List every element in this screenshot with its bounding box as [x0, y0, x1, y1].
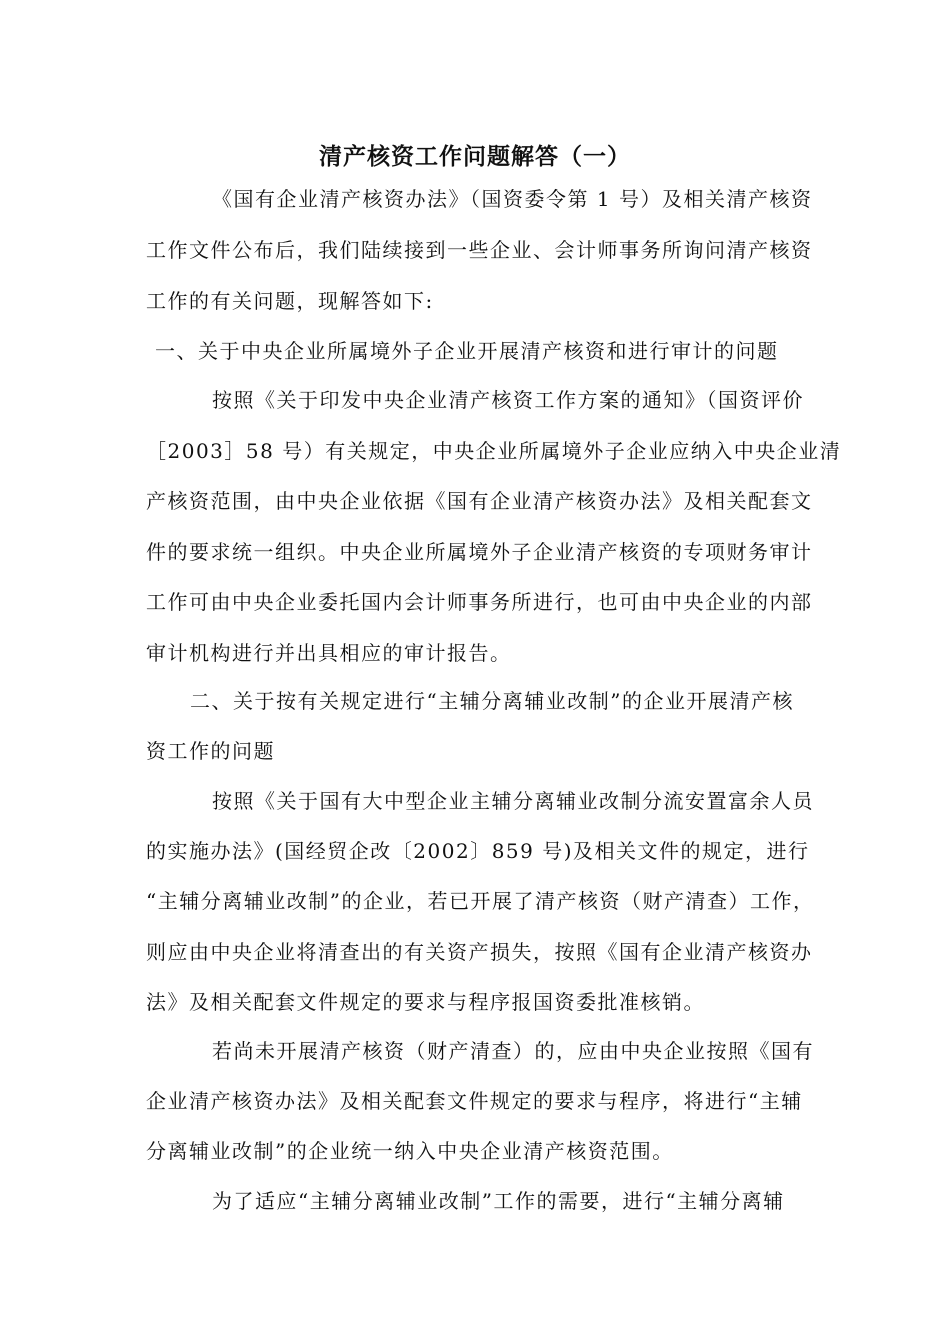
paragraph-line: 产核资范围，由中央企业依据《国有企业清产核资办法》及相关配套文 [146, 489, 813, 513]
section-heading-continued: 资工作的问题 [146, 739, 275, 763]
paragraph-line: 按照《关于印发中央企业清产核资工作方案的通知》（国资评价 [212, 388, 804, 412]
paragraph-line: 若尚未开展清产核资（财产清查）的，应由中央企业按照《国有 [212, 1039, 814, 1063]
paragraph-line: 审计机构进行并出具相应的审计报告。 [146, 641, 512, 665]
paragraph-line: 的实施办法》(国经贸企改〔2002〕859 号)及相关文件的规定，进行 [146, 839, 810, 863]
document-title: 清产核资工作问题解答（一） [319, 143, 631, 170]
paragraph-line: 法》及相关配套文件规定的要求与程序报国资委批准核销。 [146, 990, 705, 1014]
paragraph-line: 企业清产核资办法》及相关配套文件规定的要求与程序，将进行“主辅 [146, 1089, 803, 1113]
section-heading: 二、关于按有关规定进行“主辅分离辅业改制”的企业开展清产核 [190, 689, 794, 713]
paragraph-line: “主辅分离辅业改制”的企业，若已开展了清产核资（财产清查）工作， [146, 889, 815, 913]
paragraph-line: ［2003］58 号）有关规定，中央企业所属境外子企业应纳入中央企业清 [146, 439, 842, 463]
paragraph-line: 件的要求统一组织。中央企业所属境外子企业清产核资的专项财务审计 [146, 540, 813, 564]
paragraph-line: 《国有企业清产核资办法》（国资委令第 1 号）及相关清产核资 [212, 187, 813, 211]
paragraph-line: 按照《关于国有大中型企业主辅分离辅业改制分流安置富余人员 [212, 789, 814, 813]
paragraph-line: 工作的有关问题，现解答如下: [146, 289, 434, 313]
paragraph-line: 工作文件公布后，我们陆续接到一些企业、会计师事务所询问清产核资 [146, 238, 813, 262]
paragraph-line: 为了适应“主辅分离辅业改制”工作的需要，进行“主辅分离辅 [212, 1189, 785, 1213]
section-heading: 一、关于中央企业所属境外子企业开展清产核资和进行审计的问题 [155, 339, 779, 363]
paragraph-line: 工作可由中央企业委托国内会计师事务所进行，也可由中央企业的内部 [146, 590, 813, 614]
paragraph-line: 则应由中央企业将清查出的有关资产损失，按照《国有企业清产核资办 [146, 940, 813, 964]
paragraph-line: 分离辅业改制”的企业统一纳入中央企业清产核资范围。 [146, 1139, 674, 1163]
